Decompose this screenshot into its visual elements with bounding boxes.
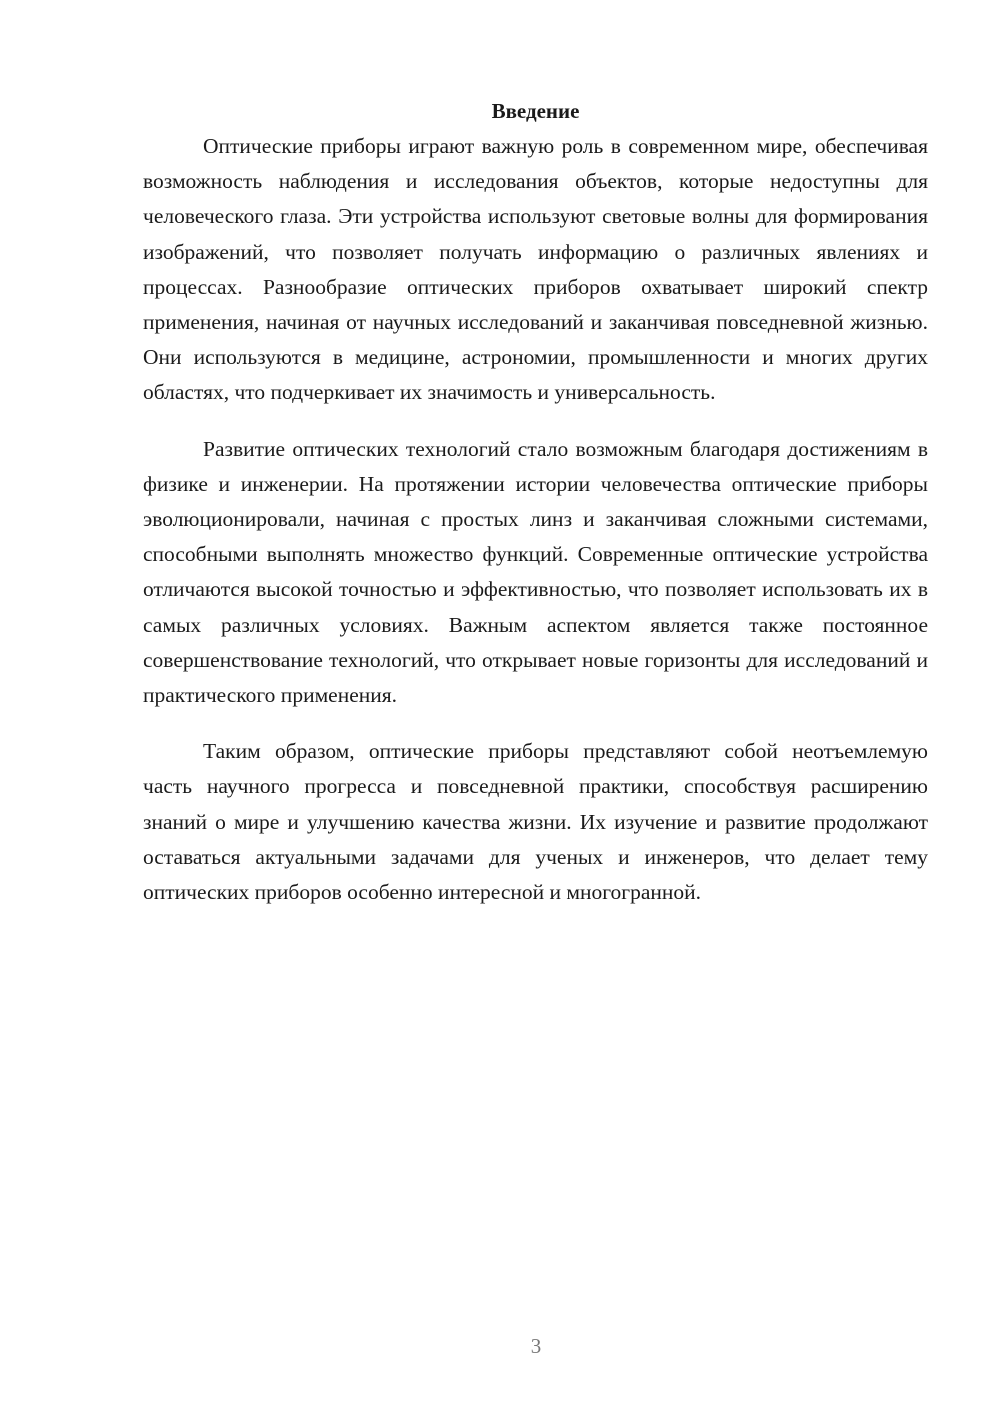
page-number: 3 [530, 1334, 542, 1358]
paragraph-2: Развитие оптических технологий стало возможным благодаря достижениям в физике и инженерии. На протяжении истории человечества оптические приборы эволюционировали, начиная с простых линз и заканчивая сложными системами, способными выполнять множество функций. Современные оптические устройства отличаются высокой точностью и эффективностью, что позволяет использовать их в самых различных условиях. Важным аспектом является также постоянное совершенствование технологий, что открывает новые горизонты для исследований и практического применения. [143, 436, 928, 708]
section-heading: Введение [491, 99, 580, 123]
paragraph-1: Оптические приборы играют важную роль в современном мире, обеспечивая возможность наблюдения и исследования объектов, которые недоступны для человеческого глаза. Эти устройства используют световые волны для формирования изображений, что позволяет получать информацию о различных явлениях и процессах. Разнообразие оптических приборов охватывает широкий спектр применения, начиная от научных исследований и заканчивая повседневной жизнью. Они используются в медицине, астрономии, промышленности и многих других областях, что подчеркивает их значимость и универсальность. [143, 134, 928, 405]
paragraph-3: Таким образом, оптические приборы представляют собой неотъемлемую часть научного прогресса и повседневной практики, способствуя расширению знаний о мире и улучшению качества жизни. Их изучение и развитие продолжают оставаться актуальными задачами для ученых и инженеров, что делает тему оптических приборов особенно интересной и многогранной. [143, 739, 928, 905]
page-content [143, 96, 928, 910]
